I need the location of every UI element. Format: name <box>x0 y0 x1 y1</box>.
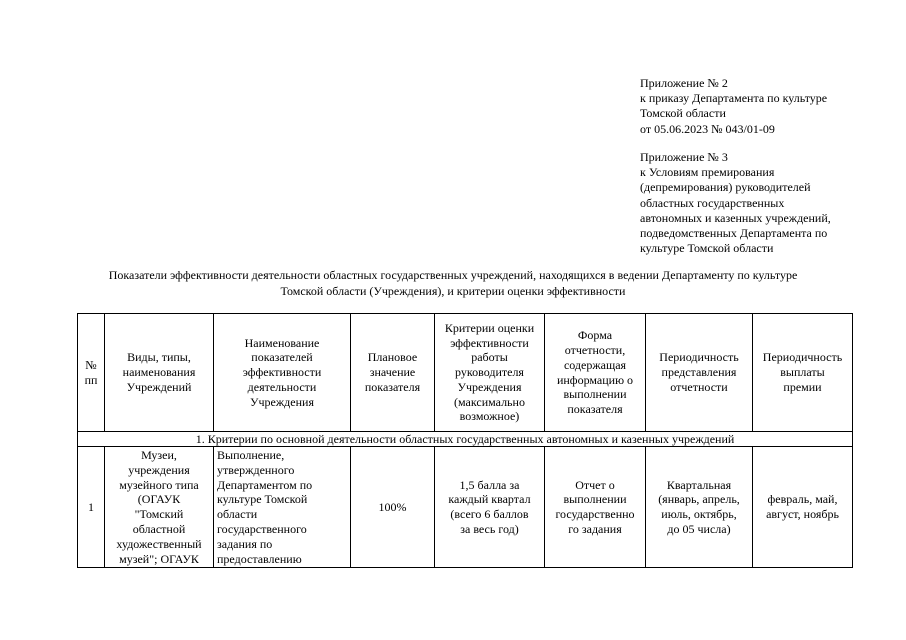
header-evaluation-criteria: Критерии оценки эффективности работы руководителя Учреждения (максимально возможное) <box>435 314 545 432</box>
header-indicator-name: Наименование показателей эффективности деятельности Учреждения <box>214 314 351 432</box>
section-1-title: 1. Критерии по основной деятельности областных государственных автономных и казенных учреждений <box>78 432 853 447</box>
row-indicator: Выполнение, утвержденного Департаментом по культуре Томской области государственного задания по предоставлению <box>214 447 351 568</box>
appendix-2-line: Приложение № 2 <box>640 76 728 90</box>
appendix-3-line: культуре Томской области <box>640 241 774 256</box>
row-criteria: 1,5 балла за каждый квартал (всего 6 баллов за весь год) <box>435 447 545 568</box>
appendix-3-line: к Условиям премирования <box>640 165 775 180</box>
document-title <box>60 268 846 299</box>
appendix-2-line: Томской области <box>640 106 726 121</box>
appendix-2-line: к приказу Департамента по культуре <box>640 91 828 106</box>
section-row <box>78 432 853 447</box>
document-title-line: Томской области (Учреждения), и критерии оценки эффективности <box>280 283 626 298</box>
appendix-3-line: (депремирования) руководителей <box>640 180 811 195</box>
row-planned-value: 100% <box>351 447 435 568</box>
appendix-3-line: автономных и казенных учреждений, <box>640 210 831 225</box>
table-header-row <box>78 314 853 432</box>
criteria-table <box>77 313 853 568</box>
appendix-3-line: областных государственных <box>640 195 785 210</box>
appendix-3-line: подведомственных Департамента по <box>640 226 828 241</box>
header-number: № пп <box>78 314 105 432</box>
appendix-2-line: от 05.06.2023 № 043/01-09 <box>640 121 775 136</box>
header-bonus-periodicity: Периодичность выплаты премии <box>753 314 853 432</box>
header-report-periodicity: Периодичность представления отчетности <box>646 314 753 432</box>
header-planned-value: Плановое значение показателя <box>351 314 435 432</box>
table-row <box>78 447 853 568</box>
row-bonus-periodicity: февраль, май, август, ноябрь <box>753 447 853 568</box>
row-number: 1 <box>78 447 105 568</box>
appendix-3-line: Приложение № 3 <box>640 150 728 164</box>
row-report-periodicity: Квартальная (январь, апрель, июль, октябрь, до 05 числа) <box>646 447 753 568</box>
header-institution-types: Виды, типы, наименования Учреждений <box>105 314 214 432</box>
document-title-line: Показатели эффективности деятельности областных государственных учреждений, находящихся в ведении Департаменту по культуре <box>108 268 798 282</box>
appendix-3-block <box>640 150 880 256</box>
row-report-form: Отчет о выполнении государственно го задания <box>545 447 646 568</box>
row-institution: Музеи, учреждения музейного типа (ОГАУК "Томский областной художественный музей"; ОГАУК <box>105 447 214 568</box>
header-report-form: Форма отчетности, содержащая информацию о выполнении показателя <box>545 314 646 432</box>
appendix-2-block <box>640 76 880 137</box>
